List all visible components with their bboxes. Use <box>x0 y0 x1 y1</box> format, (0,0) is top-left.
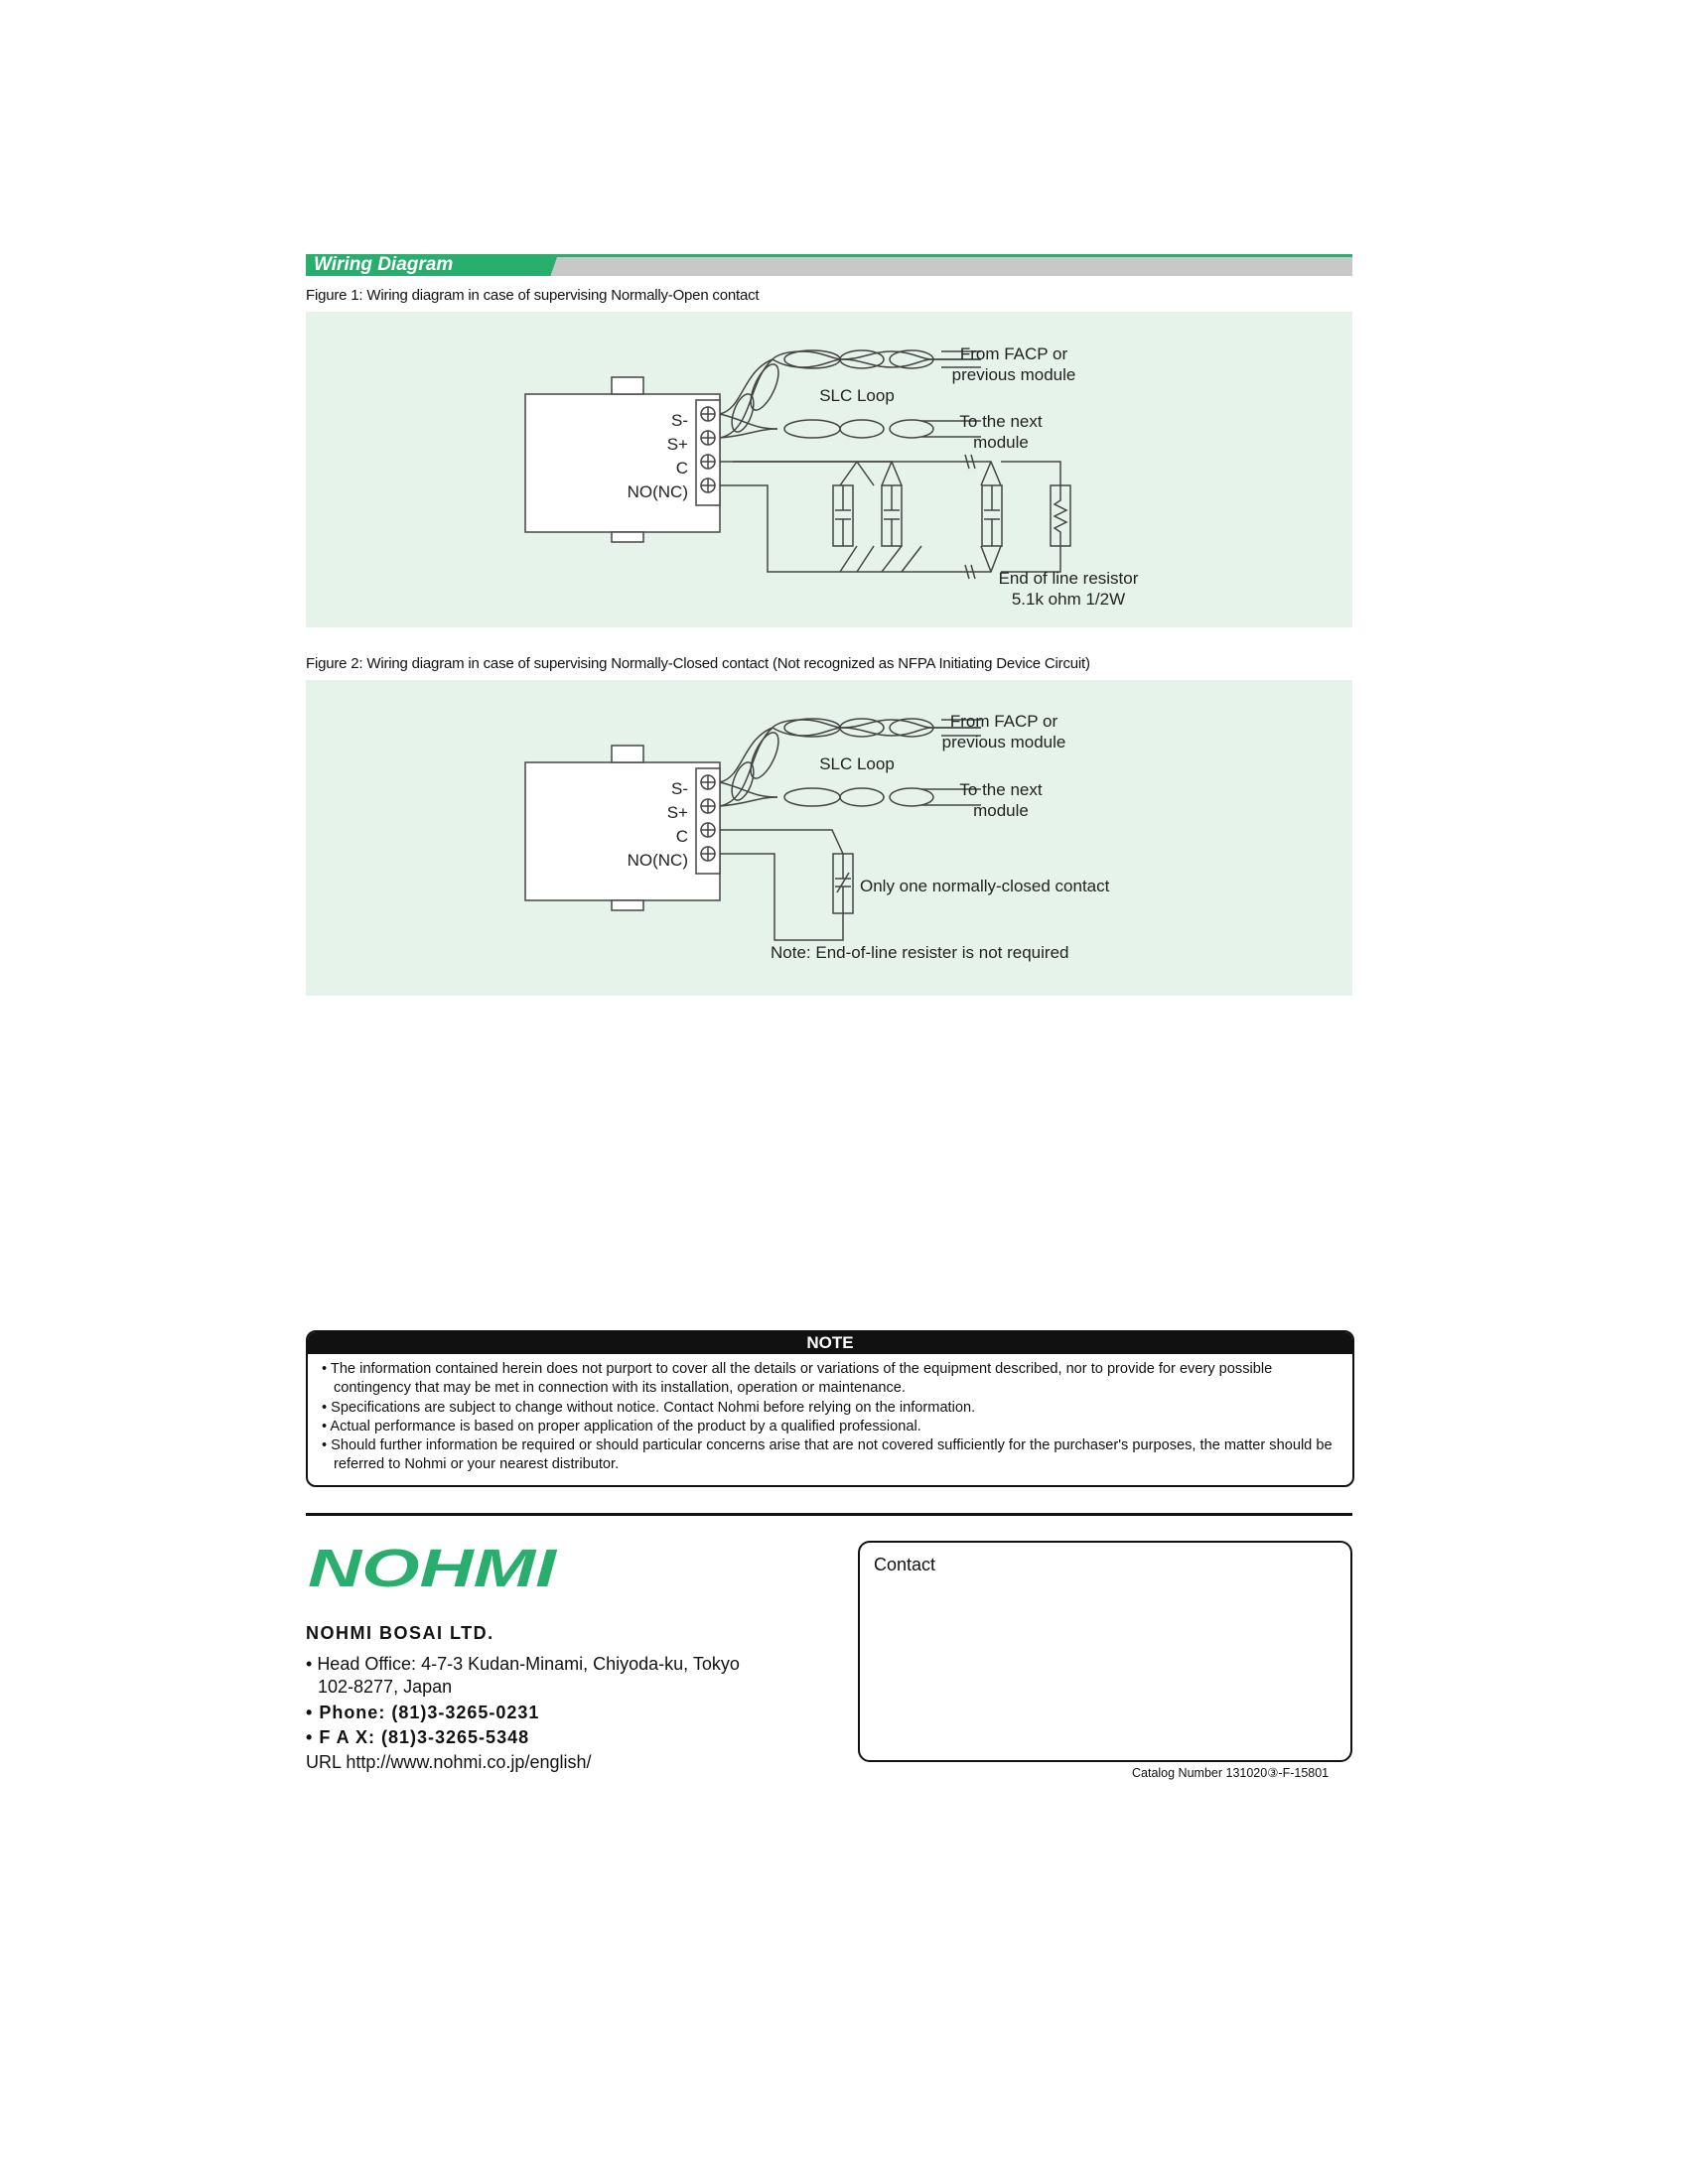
no-contact-1 <box>833 485 853 546</box>
logo-wordmark: NOHMI <box>308 1539 558 1596</box>
fax-line: • F A X: (81)3-3265-5348 <box>306 1727 530 1747</box>
terminal-label-s-plus: S+ <box>666 435 688 454</box>
note-item: • Should further information be required or should particular concerns arise that are not covered sufficiently for the purchaser's purposes, the matter should be referred to Nohmi or your nearest distributor. <box>322 1436 1342 1475</box>
note-title: NOTE <box>308 1332 1352 1354</box>
figure1-caption: Figure 1: Wiring diagram in case of supervising Normally-Open contact <box>306 287 760 304</box>
to-next-line2: module <box>973 433 1029 452</box>
fax-label: F A X: <box>319 1727 375 1747</box>
terminal-label-s-minus: S- <box>671 779 688 798</box>
module-body <box>525 394 720 532</box>
from-facp-line1: From FACP or <box>949 712 1058 731</box>
to-next-line2: module <box>973 801 1029 820</box>
module-body <box>525 762 720 900</box>
terminal-label-s-plus: S+ <box>666 803 688 822</box>
catalog-number: Catalog Number 131020③-F-15801 <box>1132 1766 1330 1780</box>
from-facp-line1: From FACP or <box>959 344 1068 363</box>
terminal-label-no-nc: NO(NC) <box>627 482 688 501</box>
fax-number: (81)3-3265-5348 <box>381 1727 530 1747</box>
website-link[interactable]: http://www.nohmi.co.jp/english/ <box>346 1752 592 1772</box>
initiating-circuit <box>720 455 1060 579</box>
note-item: • Specifications are subject to change without notice. Contact Nohmi before relying on the information. <box>322 1399 1342 1418</box>
contact-label: Contact <box>874 1555 936 1574</box>
phone-label: Phone: <box>319 1703 386 1722</box>
figure2-caption: Figure 2: Wiring diagram in case of supervising Normally-Closed contact (Not recognized as NFPA Initiating Device Circuit) <box>306 655 1090 672</box>
to-next-line1: To the next <box>959 780 1043 799</box>
slc-next-pair <box>720 414 981 438</box>
slc-loop-label: SLC Loop <box>819 754 895 773</box>
head-office: • Head Office: 4-7-3 Kudan-Minami, Chiyoda-ku, Tokyo <box>306 1654 740 1674</box>
company-name: NOHMI BOSAI LTD. <box>306 1623 494 1643</box>
figure2-panel <box>306 680 1352 996</box>
slc-next-pair <box>720 782 981 806</box>
url-label: URL <box>306 1752 342 1772</box>
eol-note: Note: End-of-line resister is not required <box>771 943 1069 962</box>
figure1-diagram <box>306 312 1352 627</box>
nohmi-logo-mark <box>304 1539 562 1596</box>
no-contact-3 <box>982 485 1002 546</box>
from-facp-line2: previous module <box>951 365 1076 384</box>
note-item: • Actual performance is based on proper application of the product by a qualified professional. <box>322 1418 1342 1436</box>
slc-loop-label: SLC Loop <box>819 386 895 405</box>
to-next-line1: To the next <box>959 412 1043 431</box>
module-tab-top <box>612 746 643 762</box>
terminal-label-c: C <box>675 459 688 478</box>
note-item: • The information contained herein does not purport to cover all the details or variations of the equipment described, nor to provide for every possible contingency that may be met in connection with its installation, operation or maintenance. <box>322 1360 1342 1399</box>
figure2-diagram <box>306 680 1352 996</box>
phone-number: (81)3-3265-0231 <box>391 1703 540 1722</box>
head-office-line1: 4-7-3 Kudan-Minami, Chiyoda-ku, Tokyo <box>421 1654 740 1674</box>
nohmi-logo <box>304 1539 562 1596</box>
eol-label-line1: End of line resistor <box>998 569 1139 588</box>
section-header <box>306 254 1352 276</box>
contact-box <box>858 1541 1352 1762</box>
module-tab-top <box>612 377 643 394</box>
module-tab-bottom <box>612 532 643 542</box>
terminal-label-s-minus: S- <box>671 411 688 430</box>
section-title: Wiring Diagram <box>314 254 454 275</box>
footer-divider <box>306 1513 1352 1516</box>
nc-contact-label: Only one normally-closed contact <box>860 877 1110 895</box>
note-box <box>306 1330 1354 1487</box>
nc-contact <box>833 854 853 913</box>
no-contact-2 <box>882 485 902 546</box>
eol-label-line2: 5.1k ohm 1/2W <box>1011 590 1126 609</box>
head-office-line2: 102-8277, Japan <box>318 1677 453 1697</box>
url-line <box>306 1751 802 1774</box>
figure1-panel <box>306 312 1352 627</box>
module-tab-bottom <box>612 900 643 910</box>
phone-line: • Phone: (81)3-3265-0231 <box>306 1703 540 1722</box>
eol-resistor <box>1051 485 1070 546</box>
terminal-label-no-nc: NO(NC) <box>627 851 688 870</box>
from-facp-line2: previous module <box>941 733 1066 751</box>
nc-circuit <box>720 830 843 940</box>
head-office-label: Head Office: <box>317 1654 417 1674</box>
terminal-label-c: C <box>675 827 688 846</box>
note-list <box>322 1360 1342 1475</box>
address-block <box>306 1653 802 1774</box>
